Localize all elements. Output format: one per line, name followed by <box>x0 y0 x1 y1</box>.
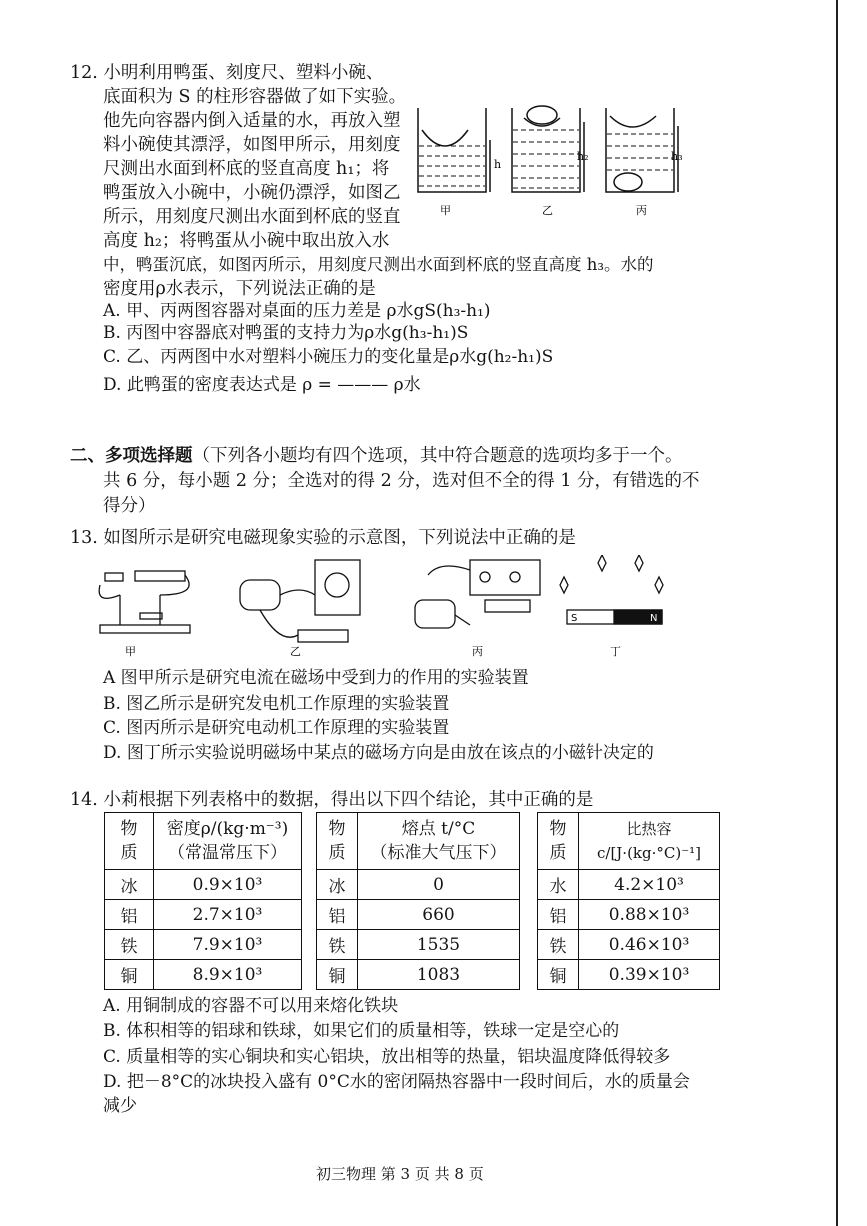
table-cell: 水 <box>538 870 579 900</box>
section-2-title: 二、多项选择题 <box>70 446 193 466</box>
header-text: （标准大气压下） <box>370 843 507 863</box>
table-cell: 7.9×10³ <box>154 930 302 960</box>
section-2-note-line: 得分） <box>103 496 156 516</box>
header-text: 密度ρ/(kg·m⁻³) <box>166 819 289 839</box>
table-cell: 冰 <box>317 870 358 900</box>
table-cell: 铝 <box>317 900 358 930</box>
q12-line: 他先向容器内倒入适量的水，再放入塑 <box>103 111 401 131</box>
q12-line: 密度用ρ水表示，下列说法正确的是 <box>103 279 376 299</box>
page-border-right <box>836 0 838 1226</box>
table-cell: 0.9×10³ <box>154 870 302 900</box>
q12-line: 底面积为 S 的柱形容器做了如下实验。 <box>103 87 407 107</box>
q12-line: 高度 h₂；将鸭蛋从小碗中取出放入水 <box>103 231 390 251</box>
q13-option-a: A 图甲所示是研究电流在磁场中受到力的作用的实验装置 <box>103 668 529 688</box>
table-cell: 铁 <box>538 930 579 960</box>
magnet-s-label: S <box>571 613 578 624</box>
table-cell: 1083 <box>358 960 520 990</box>
header-text: 质 <box>328 843 346 863</box>
h2-label: h₂ <box>577 150 589 163</box>
q12-option-c: C. 乙、丙两图中水对塑料小碗压力的变化量是ρ水g(h₂-h₁)S <box>103 347 554 367</box>
q12-container-figure <box>410 100 700 240</box>
density-table <box>104 812 302 990</box>
header-text: 质 <box>549 843 567 863</box>
table-cell: 铝 <box>538 900 579 930</box>
table-row <box>317 960 520 990</box>
q13-option-b: B. 图乙所示是研究发电机工作原理的实验装置 <box>103 694 450 714</box>
table-cell: 0.88×10³ <box>579 900 720 930</box>
table-cell: 铁 <box>105 930 154 960</box>
table-row <box>105 870 302 900</box>
table-row <box>538 900 720 930</box>
table-row <box>538 930 720 960</box>
table-header <box>358 813 520 870</box>
q12-line: 尺测出水面到杯底的竖直高度 h₁；将 <box>103 159 390 179</box>
table-header <box>579 813 720 870</box>
q14-option-c: C. 质量相等的实心铜块和实心铝块，放出相等的热量，铝块温度降低得较多 <box>103 1047 671 1067</box>
header-text: c/[J·(kg·°C)⁻¹] <box>596 844 701 862</box>
fig13-label: 乙 <box>290 645 301 658</box>
table-cell: 1535 <box>358 930 520 960</box>
q14-option-d-cont: 减少 <box>103 1096 137 1116</box>
section-2-heading <box>70 445 683 467</box>
q13-option-c: C. 图丙所示是研究电动机工作原理的实验装置 <box>103 718 450 738</box>
table-cell: 铜 <box>317 960 358 990</box>
q14-option-a: A. 用铜制成的容器不可以用来熔化铁块 <box>103 996 399 1016</box>
table-cell: 8.9×10³ <box>154 960 302 990</box>
q12-option-b: B. 丙图中容器底对鸭蛋的支持力为ρ水g(h₃-h₁)S <box>103 323 469 343</box>
table-cell: 铁 <box>317 930 358 960</box>
specific-heat-table <box>537 812 720 990</box>
table-row <box>317 870 520 900</box>
table-cell: 0.39×10³ <box>579 960 720 990</box>
table-row <box>538 960 720 990</box>
table-row <box>317 900 520 930</box>
q12-line: 料小碗使其漂浮，如图甲所示，用刻度 <box>103 135 401 155</box>
h3-label: h₃ <box>671 150 683 163</box>
header-text: 物 <box>120 819 138 839</box>
header-text: 比热容 <box>626 820 672 838</box>
header-text: 熔点 t/°C <box>401 819 476 839</box>
q13-figures <box>90 555 690 665</box>
table-cell: 660 <box>358 900 520 930</box>
fig13-label: 甲 <box>125 645 136 658</box>
q12-option-a: A. 甲、丙两图容器对桌面的压力差是 ρ水gS(h₃-h₁) <box>103 301 491 321</box>
q12-line: 12. 小明利用鸭蛋、刻度尺、塑料小碗、 <box>70 63 384 83</box>
table-row <box>317 930 520 960</box>
header-text: （常温常压下） <box>168 843 287 863</box>
table-header <box>317 813 358 870</box>
section-2-note: （下列各小题均有四个选项，其中符合题意的选项均多于一个。 <box>192 446 683 466</box>
table-cell: 2.7×10³ <box>154 900 302 930</box>
header-text: 质 <box>120 843 138 863</box>
q12-line: 中，鸭蛋沉底，如图丙所示，用刻度尺测出水面到杯底的竖直高度 h₃。水的 <box>103 255 654 274</box>
fig-label-bing: 丙 <box>636 204 647 217</box>
table-cell: 铜 <box>105 960 154 990</box>
table-cell: 0.46×10³ <box>579 930 720 960</box>
table-cell: 铜 <box>538 960 579 990</box>
table-cell: 4.2×10³ <box>579 870 720 900</box>
melting-point-table <box>316 812 520 990</box>
q14-option-b: B. 体积相等的铝球和铁球，如果它们的质量相等，铁球一定是空心的 <box>103 1021 620 1041</box>
table-row <box>105 900 302 930</box>
table-row <box>538 870 720 900</box>
table-header <box>538 813 579 870</box>
table-row <box>105 930 302 960</box>
table-header <box>105 813 154 870</box>
q13-option-d: D. 图丁所示实验说明磁场中某点的磁场方向是由放在该点的小磁针决定的 <box>103 743 654 763</box>
section-2-note-line: 共 6 分，每小题 2 分；全选对的得 2 分，选对但不全的得 1 分，有错选的不 <box>103 471 700 491</box>
q12-line: 所示，用刻度尺测出水面到杯底的竖直 <box>103 207 401 227</box>
q13-stem: 13. 如图所示是研究电磁现象实验的示意图，下列说法中正确的是 <box>70 528 576 548</box>
table-header <box>154 813 302 870</box>
q14-option-d: D. 把－8°C的冰块投入盛有 0°C水的密闭隔热容器中一段时间后，水的质量会 <box>103 1072 690 1092</box>
magnet-n-label: N <box>650 613 658 624</box>
fig13-label: 丁 <box>610 645 621 658</box>
fig-label-jia: 甲 <box>440 204 451 217</box>
table-cell: 冰 <box>105 870 154 900</box>
table-cell: 0 <box>358 870 520 900</box>
q12-line: 鸭蛋放入小碗中，小碗仍漂浮，如图乙 <box>103 183 401 203</box>
header-text: 物 <box>549 819 567 839</box>
header-text: 物 <box>328 819 346 839</box>
q12-option-d: D. 此鸭蛋的密度表达式是 ρ = ——— ρ水 <box>103 375 421 395</box>
h1-label: h <box>494 158 502 171</box>
table-cell: 铝 <box>105 900 154 930</box>
fig-label-yi: 乙 <box>542 204 553 217</box>
q14-stem: 14. 小莉根据下列表格中的数据，得出以下四个结论，其中正确的是 <box>70 790 594 810</box>
table-row <box>105 960 302 990</box>
fig13-label: 丙 <box>472 645 483 658</box>
page-footer: 初三物理 第 3 页 共 8 页 <box>316 1165 484 1183</box>
